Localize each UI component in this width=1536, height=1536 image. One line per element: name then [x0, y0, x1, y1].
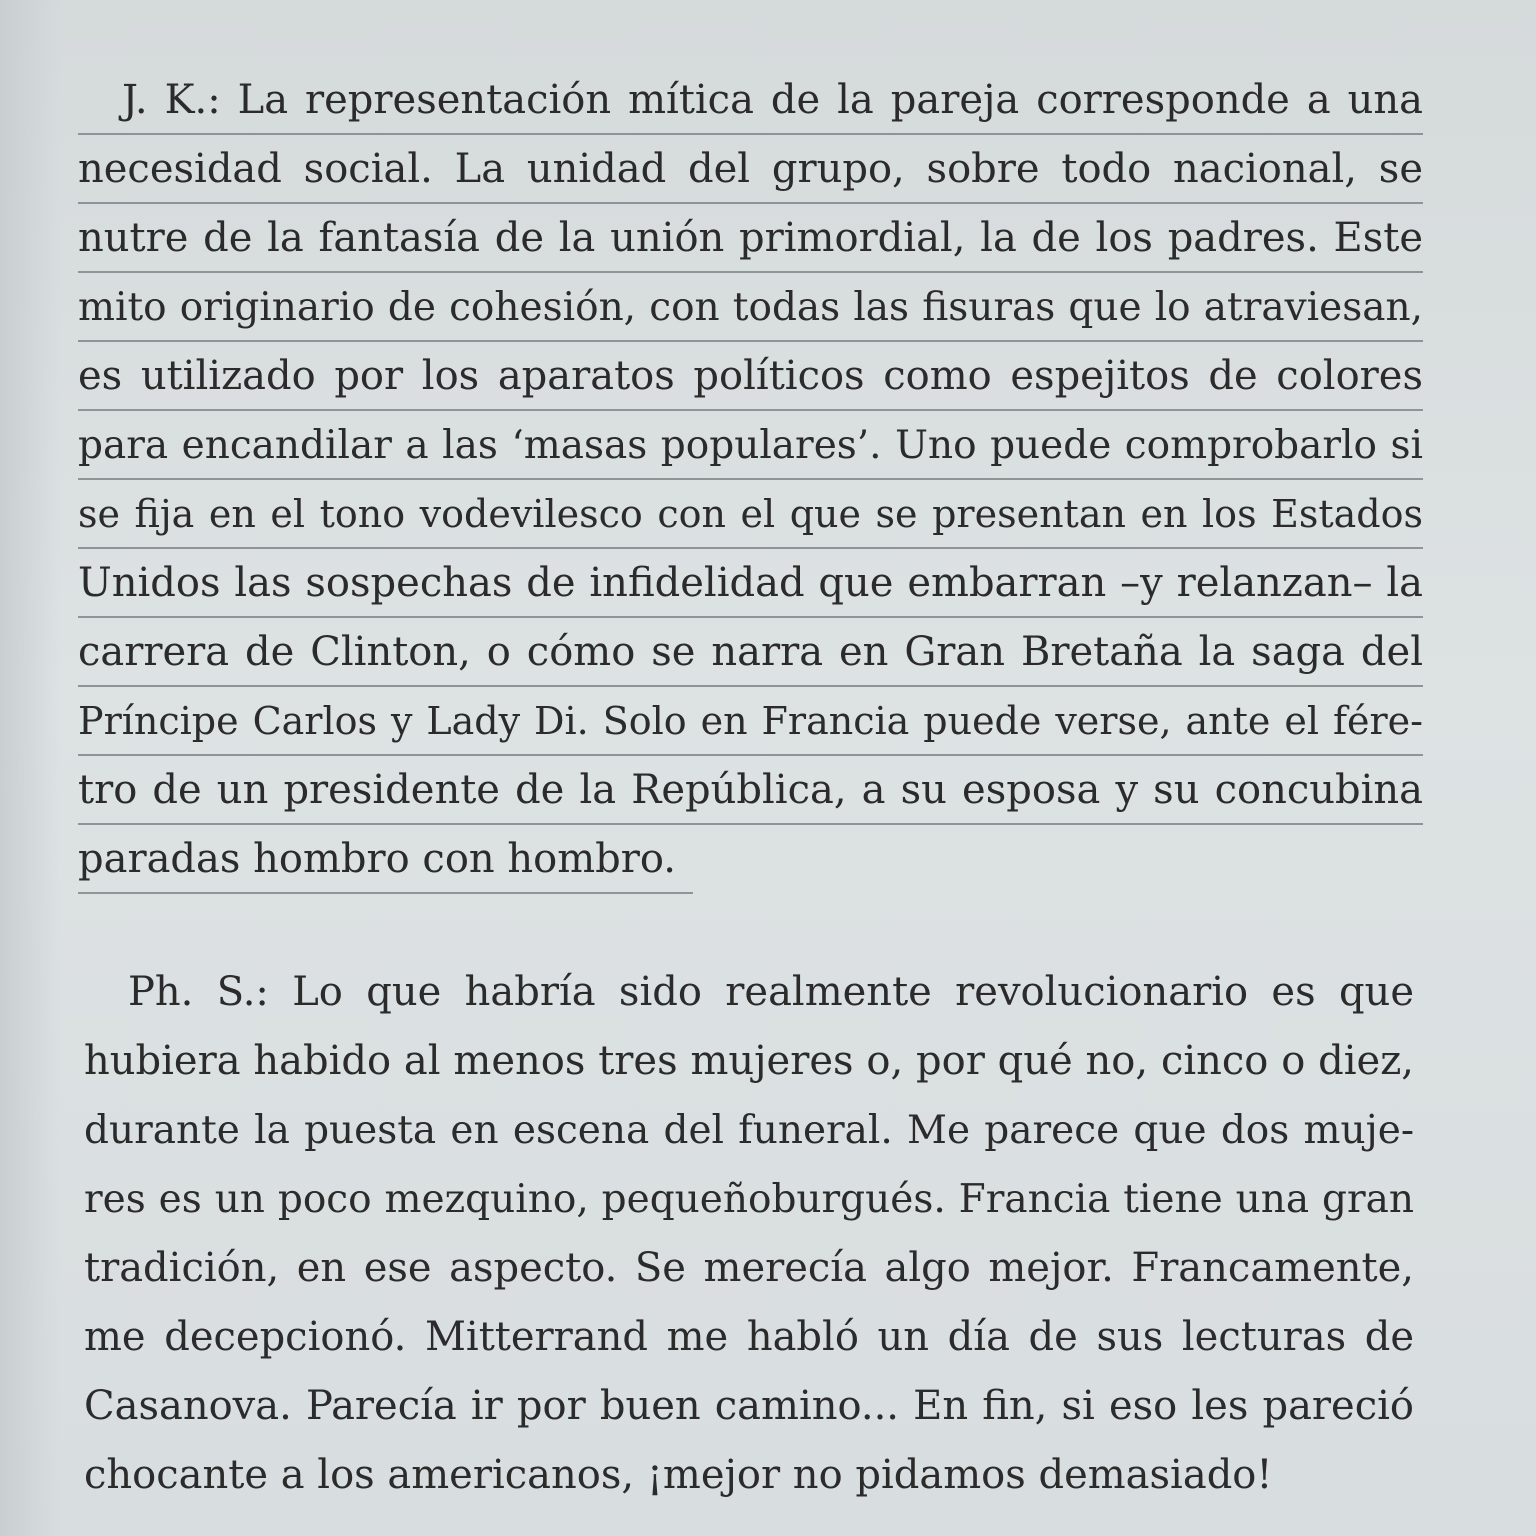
text-line: Príncipe Carlos y Lady Di. Solo en Francia puede verse, ante el fére-: [78, 687, 1423, 756]
text-line: tro de un presidente de la República, a su esposa y su concubina: [78, 756, 1423, 825]
text-line: J. K.: La representación mítica de la pareja corresponde a una: [78, 66, 1423, 135]
text-line: se fija en el tono vodevilesco con el que se presentan en los Estados: [78, 480, 1423, 549]
text-line: durante la puesta en escena del funeral. Me parece que dos muje-: [84, 1108, 1414, 1153]
text-line: res es un poco mezquino, pequeñoburgués. Francia tiene una gran: [84, 1177, 1414, 1222]
page-gutter-shadow: [0, 0, 60, 1536]
text-line: es utilizado por los aparatos políticos como espejitos de colores: [78, 342, 1423, 411]
text-line: Unidos las sospechas de infidelidad que embarran –y relanzan– la: [78, 549, 1423, 618]
text-line: nutre de la fantasía de la unión primordial, la de los padres. Este: [78, 204, 1423, 273]
text-line: mito originario de cohesión, con todas las fisuras que lo atraviesan,: [78, 273, 1423, 342]
text-line: Ph. S.: Lo que habría sido realmente revolucionario es que: [128, 969, 1414, 1015]
text-line: carrera de Clinton, o cómo se narra en Gran Bretaña la saga del: [78, 618, 1423, 687]
text-line: chocante a los americanos, ¡mejor no pidamos demasiado!: [84, 1452, 1273, 1498]
text-line: tradición, en ese aspecto. Se merecía algo mejor. Francamente,: [84, 1245, 1414, 1291]
text-line: para encandilar a las ‘masas populares’. Uno puede comprobarlo si: [78, 411, 1423, 480]
text-line: hubiera habido al menos tres mujeres o, por qué no, cinco o diez,: [84, 1038, 1414, 1084]
text-line: Casanova. Parecía ir por buen camino... En fin, si eso les pareció: [84, 1383, 1414, 1429]
text-line: necesidad social. La unidad del grupo, sobre todo nacional, se: [78, 135, 1423, 204]
paragraph-jk: [78, 66, 1423, 894]
text-line: paradas hombro con hombro.: [78, 825, 693, 894]
text-line: me decepcionó. Mitterrand me habló un día de sus lecturas de: [84, 1314, 1414, 1360]
paragraph-ps: [84, 958, 1414, 1510]
